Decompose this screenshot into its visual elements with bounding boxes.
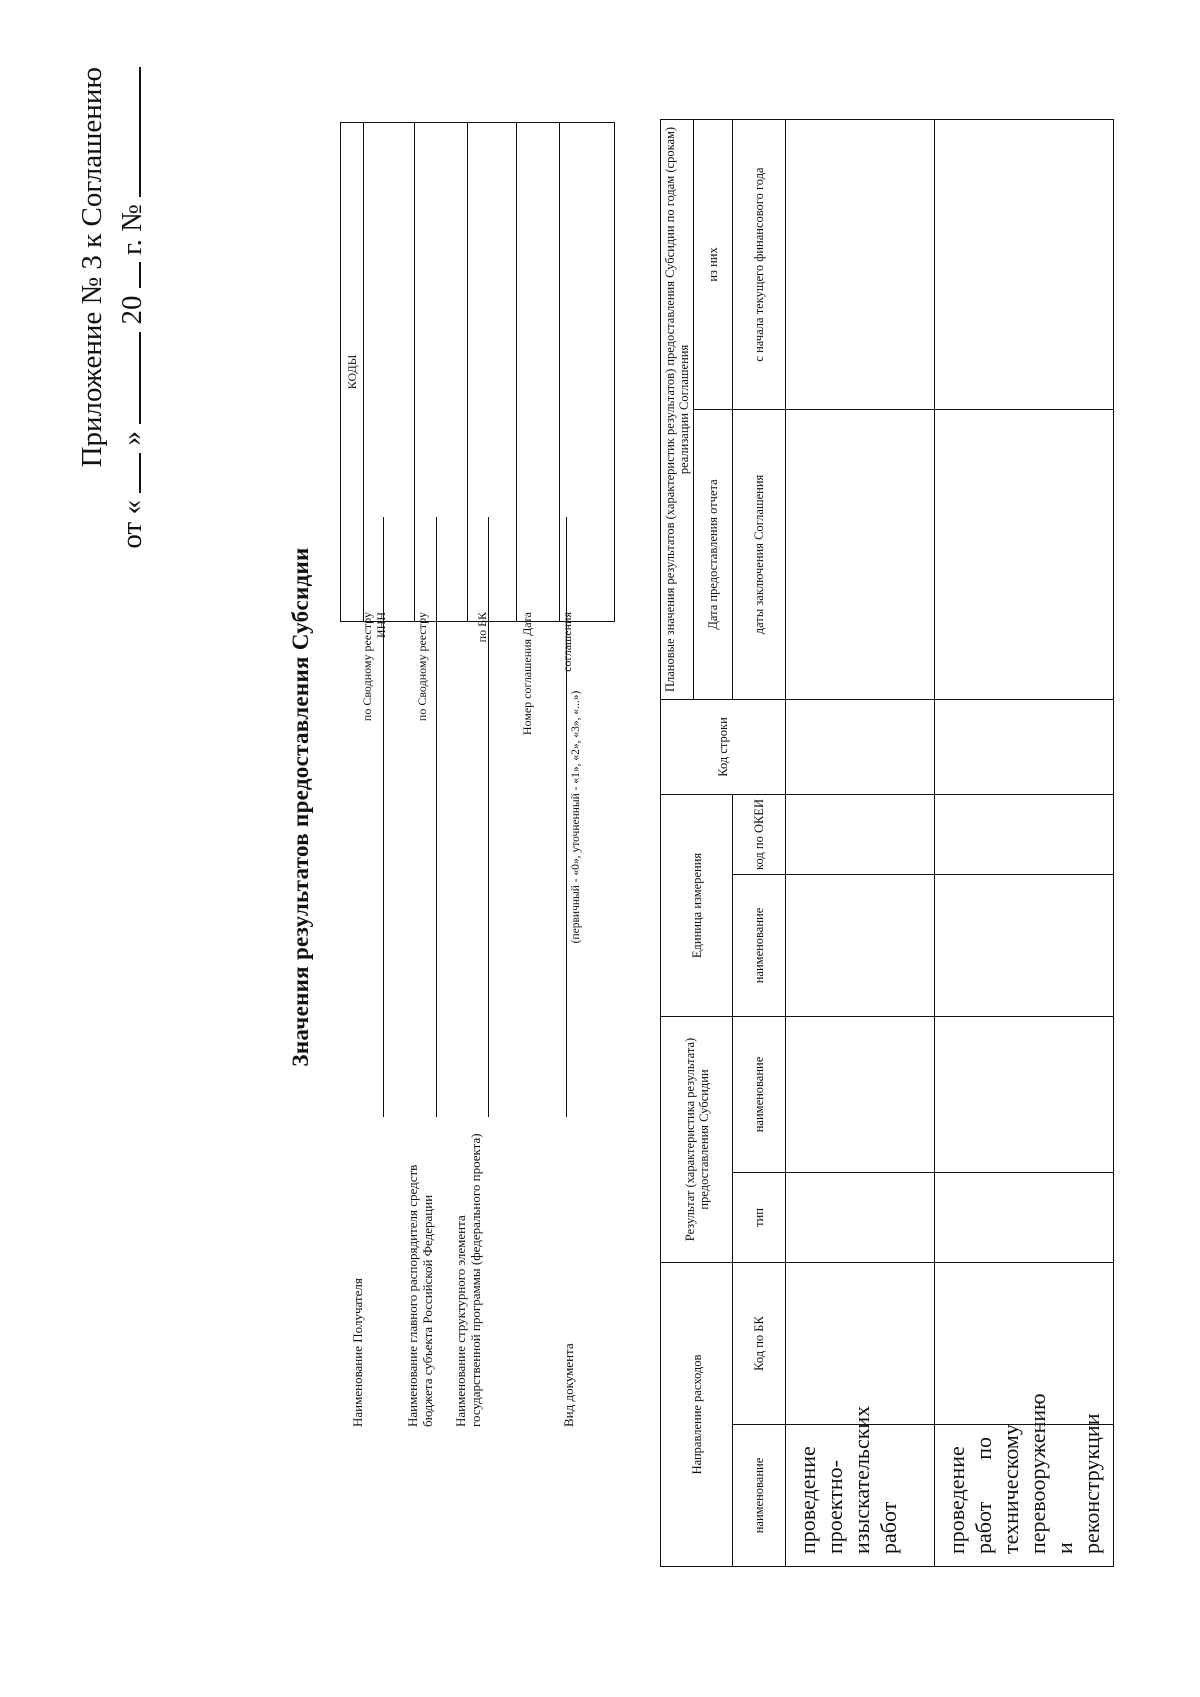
- day-blank: [115, 453, 141, 493]
- row-name: проведение работ по техническому перевооружению и реконструкции: [935, 1425, 1114, 1567]
- doc-type-hint: (первичный - «0», уточненный - «1», «2», «3», «...»): [570, 690, 582, 944]
- date-mid: »: [116, 431, 148, 446]
- code-label-date: соглашения: [560, 612, 574, 672]
- cell-contract-date[interactable]: [786, 409, 935, 699]
- year-suffix: г. №: [116, 204, 148, 256]
- header-year-start: с начала текущего финансового года: [733, 119, 786, 409]
- cell-res-name[interactable]: [935, 1016, 1114, 1172]
- month-blank: [115, 332, 141, 424]
- label-program: Наименование структурного элемента государственной программы (федерального проекта): [453, 1133, 483, 1427]
- cell-dir-code[interactable]: [786, 1263, 935, 1425]
- cell-year-start[interactable]: [935, 119, 1114, 409]
- header-dir-name: наименование: [733, 1425, 786, 1567]
- row-name: проведение проектно-изыскательских работ: [786, 1425, 935, 1567]
- year-blank: [115, 262, 141, 288]
- cell-contract-date[interactable]: [935, 409, 1114, 699]
- header-plan-values: Плановые значения результатов (характеристик результатов) предоставления Субсидии по годам (срокам) реализации Соглашения: [661, 119, 694, 699]
- header-unit-code: код по ОКЕИ: [733, 794, 786, 874]
- number-blank: [115, 67, 141, 197]
- code-label-number: Номер соглашения Дата: [520, 612, 534, 736]
- date-prefix: от «: [116, 500, 148, 549]
- header-res-name: наименование: [733, 1016, 786, 1172]
- label-recipient: Наименование Получателя: [350, 1278, 365, 1427]
- table-row: [935, 119, 1114, 1566]
- header-unit: Единица измерения: [661, 794, 733, 1016]
- cell-res-type[interactable]: [786, 1173, 935, 1263]
- header-dir-code: Код по БК: [733, 1263, 786, 1425]
- header-of-them: из них: [694, 119, 733, 409]
- codes-box: [340, 122, 615, 622]
- header-res-type: тип: [733, 1173, 786, 1263]
- header-report-date: Дата предоставления отчета: [694, 409, 733, 699]
- cell-unit-name[interactable]: [786, 874, 935, 1016]
- cell-year-start[interactable]: [786, 119, 935, 409]
- code-label-bk: по БК: [475, 612, 489, 643]
- page-title: Значения результатов предоставления Субсидии: [288, 547, 313, 1067]
- cell-line-code[interactable]: [935, 699, 1114, 794]
- header-unit-name: наименование: [733, 874, 786, 1016]
- year-prefix: 20: [116, 295, 148, 325]
- code-label-inn: по Сводному реестру ИНН: [360, 612, 388, 722]
- codes-header: КОДЫ: [341, 123, 364, 622]
- cell-res-name[interactable]: [786, 1016, 935, 1172]
- cell-unit-code[interactable]: [786, 794, 935, 874]
- appendix-date-line: [112, 67, 152, 687]
- table-row: [786, 119, 935, 1566]
- label-doc-type: Вид документа: [561, 1343, 576, 1427]
- appendix-header: [72, 67, 152, 687]
- header-result: Результат (характеристика результата) предоставления Субсидии: [661, 1016, 733, 1262]
- code-label-registry: по Сводному реестру: [415, 612, 429, 722]
- results-table: [660, 119, 1114, 1567]
- code-cell-date[interactable]: [560, 123, 615, 622]
- code-cell-number[interactable]: [517, 123, 560, 622]
- code-cell-inn[interactable]: [364, 123, 415, 622]
- cell-dir-code[interactable]: [935, 1263, 1114, 1425]
- cell-unit-code[interactable]: [935, 794, 1114, 874]
- header-contract-date: даты заключения Соглашения: [733, 409, 786, 699]
- appendix-title: Приложение № 3 к Соглашению: [76, 67, 108, 468]
- cell-unit-name[interactable]: [935, 874, 1114, 1016]
- cell-line-code[interactable]: [786, 699, 935, 794]
- label-manager: Наименование главного распорядителя средств бюджета субъекта Российской Федерации: [405, 1164, 435, 1427]
- code-cell-registry[interactable]: [415, 123, 468, 622]
- cell-res-type[interactable]: [935, 1173, 1114, 1263]
- code-cell-bk[interactable]: [468, 123, 517, 622]
- header-direction: Направление расходов: [661, 1263, 733, 1567]
- header-line-code: Код строки: [661, 699, 786, 794]
